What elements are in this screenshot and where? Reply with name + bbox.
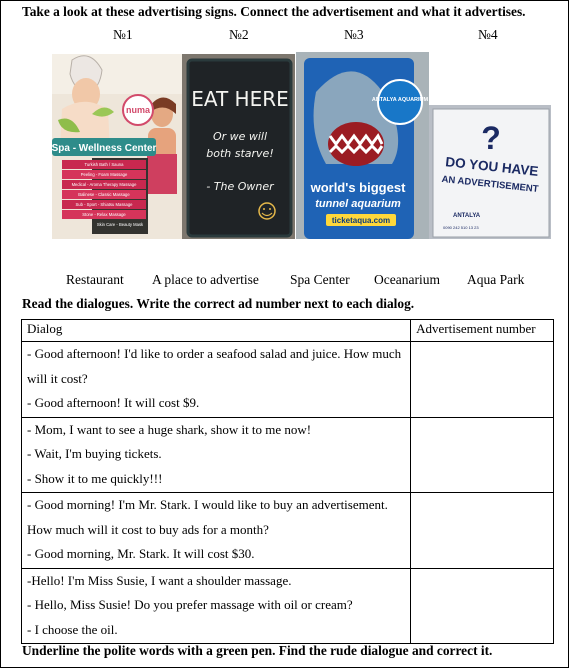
task-2-instruction: Read the dialogues. Write the correct ad number next to each dialog.	[22, 296, 415, 311]
ad-number-3: №3	[344, 27, 364, 42]
board-line-2: Or we will	[212, 130, 268, 143]
table-row	[22, 417, 554, 493]
dialog-line: - Show it to me quickly!!!	[27, 470, 163, 486]
table-row	[22, 342, 554, 418]
spa-service: Peeling - Foam Massage	[80, 172, 128, 177]
ad-2-chalkboard-photo	[182, 54, 295, 239]
spa-service: Medical - Aroma Therapy Massage	[71, 182, 137, 187]
spa-service: Turkish Bath / Sauna	[84, 162, 124, 167]
ad-number-answer-cell[interactable]	[411, 417, 554, 493]
table-header-row	[22, 320, 554, 342]
spa-service: Sub - Sport - Shiatsu Massage	[75, 202, 133, 207]
ad-4-poster-photo	[429, 105, 551, 239]
aquarium-brand: ANTALYA AQUARIUM	[371, 97, 429, 103]
board-signature: - The Owner	[206, 180, 274, 193]
ad-1-spa-photo	[52, 54, 182, 239]
poster-logo: ANTALYA	[453, 213, 481, 219]
dialog-line: - Wait, I'm buying tickets.	[27, 446, 162, 461]
spa-service: Balinese - Classic Massage	[78, 192, 130, 197]
dialog-line: - Good morning, Mr. Stark. It will cost $30.	[27, 546, 255, 561]
dialog-line: - Hello, Miss Susie! Do you prefer massage with oil or cream?	[27, 597, 353, 612]
chalkboard-illustration	[182, 54, 295, 239]
aquarium-website: ticketaqua.com	[331, 216, 391, 225]
dialog-line: - Good afternoon! It will cost $9.	[27, 395, 200, 410]
header-ad-number: Advertisement number	[411, 320, 554, 342]
task-1-instruction: Take a look at these advertising signs. Connect the advertisement and what it advertises.	[22, 4, 526, 19]
board-headline: EAT HERE	[191, 87, 289, 111]
option-restaurant: Restaurant	[66, 272, 124, 287]
ad-number-answer-cell[interactable]	[411, 568, 554, 644]
board-line-3: both starve!	[206, 147, 274, 160]
option-place-to-advertise: A place to advertise	[152, 272, 259, 287]
aquarium-line-2: tunnel aquarium	[315, 198, 401, 210]
ad-3-aquarium-photo	[296, 52, 429, 239]
task-3-instruction: Underline the polite words with a green pen. Find the rude dialogue and correct it.	[22, 643, 493, 658]
dialog-cell	[22, 493, 411, 569]
aquarium-line-1: world's biggest	[310, 180, 406, 195]
ad-number-1: №1	[113, 27, 133, 42]
poster-phone: 0090 242 510 13 23	[443, 225, 479, 230]
spa-title: Spa - Wellness Center	[52, 143, 157, 154]
table-row	[22, 493, 554, 569]
dialog-line: -Hello! I'm Miss Susie, I want a shoulder massage.	[27, 572, 292, 588]
spa-service: Stone - Relax Massage	[82, 212, 126, 217]
dialog-cell	[22, 417, 411, 493]
poster-line-1: DO YOU HAVE	[444, 154, 540, 179]
dialog-cell	[22, 342, 411, 418]
option-oceanarium: Oceanarium	[374, 272, 440, 287]
ad-number-2: №2	[229, 27, 249, 42]
spa-logo-text: numa	[125, 105, 151, 115]
option-spa-center: Spa Center	[290, 272, 350, 287]
ad-number-4: №4	[478, 27, 498, 42]
ad-number-answer-cell[interactable]	[411, 493, 554, 569]
dialog-line: - I choose the oil.	[27, 621, 118, 637]
ad-number-answer-cell[interactable]	[411, 342, 554, 418]
dialog-line: - Good afternoon! I'd like to order a seafood salad and juice. How much will it cost?	[27, 346, 402, 386]
option-aqua-park: Aqua Park	[467, 272, 525, 287]
aquarium-illustration	[296, 52, 429, 239]
dialog-line: - Mom, I want to see a huge shark, show it to me now!	[27, 421, 312, 437]
spa-service: Skin Care - Beauty Mask	[96, 222, 144, 227]
table-row	[22, 568, 554, 644]
dialog-cell	[22, 568, 411, 644]
poster-illustration	[429, 105, 551, 239]
dialog-table	[21, 319, 554, 644]
poster-question-mark: ?	[481, 120, 501, 156]
dialog-line: - Good morning! I'm Mr. Stark. I would like to buy an advertisement. How much will it cost to buy ads for a month?	[27, 497, 388, 537]
spa-illustration	[52, 54, 182, 239]
poster-line-2: AN ADVERTISEMENT	[441, 173, 539, 196]
header-dialog: Dialog	[22, 320, 411, 342]
